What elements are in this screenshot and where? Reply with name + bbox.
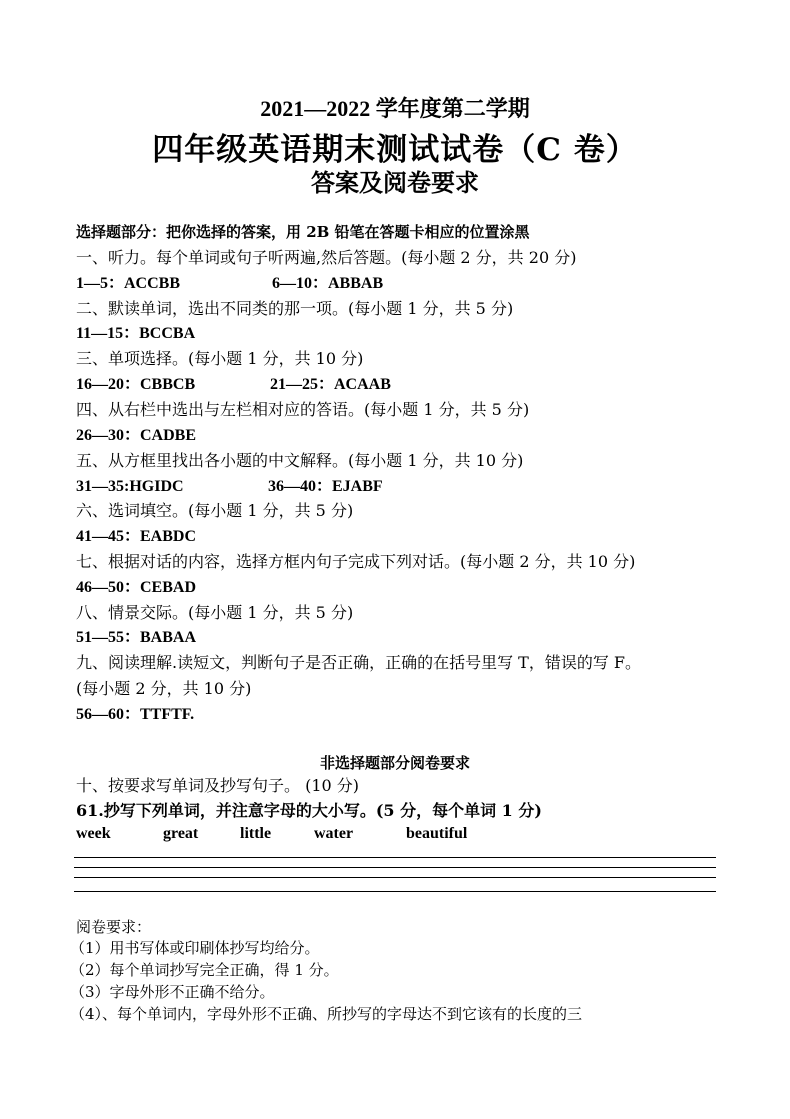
- answer-21-25: 21—25：ACAAB: [270, 376, 391, 393]
- section-6-heading: 六、选词填空。(每小题 1 分，共 5 分): [76, 501, 354, 520]
- section-10-heading: 十、按要求写单词及抄写句子。 (10 分): [76, 776, 360, 795]
- choice-section-intro: 选择题部分：把你选择的答案，用 2B 铅笔在答题卡相应的位置涂黑: [76, 223, 530, 241]
- writing-line: [74, 857, 716, 858]
- section-4-heading: 四、从右栏中选出与左栏相对应的答语。(每小题 1 分，共 5 分): [76, 400, 530, 419]
- non-choice-section-title: 非选择题部分阅卷要求: [319, 754, 470, 772]
- writing-line: [74, 877, 716, 878]
- section-8-heading: 八、情景交际。(每小题 1 分，共 5 分): [76, 603, 354, 622]
- school-year-heading: 2021—2022 学年度第二学期: [260, 96, 530, 121]
- grading-requirement-item: （1）用书写体或印刷体抄写均给分。: [70, 939, 320, 957]
- exam-title: 四年级英语期末测试试卷（C 卷）: [152, 132, 638, 168]
- section-9-heading: 九、阅读理解.读短文，判断句子是否正确，正确的在括号里写 T，错误的写 F。: [76, 653, 642, 672]
- section-9-score-note: (每小题 2 分，共 10 分): [76, 679, 252, 698]
- copy-word: great: [163, 825, 199, 842]
- answer-1-5: 1—5：ACCBB: [76, 275, 181, 292]
- exam-subtitle: 答案及阅卷要求: [311, 168, 479, 197]
- grading-requirement-item: （3）字母外形不正确不给分。: [70, 983, 275, 1001]
- section-1-heading: 一、听力。每个单词或句子听两遍,然后答题。(每小题 2 分，共 20 分): [76, 248, 577, 267]
- question-61-heading: 61.抄写下列单词，并注意字母的大小写。(5 分，每个单词 1 分): [76, 801, 542, 820]
- writing-line: [74, 891, 716, 892]
- copy-word: beautiful: [406, 825, 468, 842]
- answer-56-60: 56—60：TTFTF.: [76, 706, 195, 723]
- grading-requirement-item: （4）、每个单词内，字母外形不正确、所抄写的字母达不到它该有的长度的三: [70, 1005, 583, 1023]
- answer-41-45: 41—45：EABDC: [76, 528, 197, 545]
- copy-word: week: [76, 825, 111, 842]
- answer-16-20: 16—20：CBBCB: [76, 376, 196, 393]
- section-5-heading: 五、从方框里找出各小题的中文解释。(每小题 1 分，共 10 分): [76, 451, 524, 470]
- answer-6-10: 6—10：ABBAB: [272, 275, 384, 292]
- section-2-heading: 二、默读单词，选出不同类的那一项。(每小题 1 分，共 5 分): [76, 299, 514, 318]
- grading-requirements-title: 阅卷要求：: [76, 918, 152, 936]
- answer-31-35: 31—35:HGIDC: [76, 478, 184, 495]
- copy-word: water: [314, 825, 354, 842]
- answer-46-50: 46—50：CEBAD: [76, 579, 197, 596]
- grading-requirement-item: （2）每个单词抄写完全正确，得 1 分。: [70, 961, 339, 979]
- copy-word: little: [240, 825, 272, 842]
- answer-26-30: 26—30：CADBE: [76, 427, 197, 444]
- answer-11-15: 11—15：BCCBA: [76, 325, 196, 342]
- writing-line: [74, 867, 716, 868]
- answer-51-55: 51—55：BABAA: [76, 629, 197, 646]
- section-3-heading: 三、单项选择。(每小题 1 分，共 10 分): [76, 349, 364, 368]
- section-7-heading: 七、根据对话的内容，选择方框内句子完成下列对话。(每小题 2 分，共 10 分): [76, 552, 636, 571]
- answer-36-40: 36—40：EJABF: [268, 478, 383, 495]
